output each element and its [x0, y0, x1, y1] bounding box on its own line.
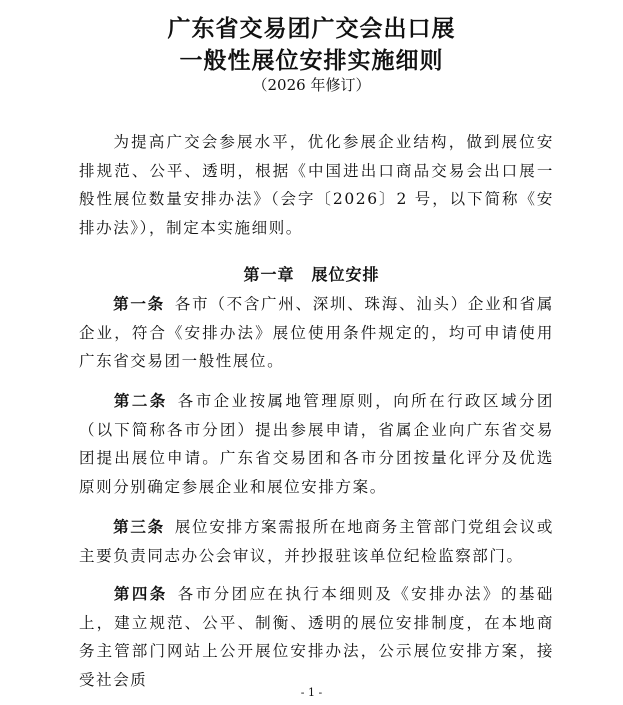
article-paragraph	[79, 387, 554, 501]
document-subtitle: （2026 年修订）	[252, 76, 371, 94]
article-paragraph	[79, 513, 554, 570]
page-number: - 1 -	[300, 686, 323, 699]
intro-paragraph	[79, 128, 554, 242]
intro-text: 为提高广交会参展水平，优化参展企业结构，做到展位安排规范、公平、透明，根据《中国进出口商品交易会出口展一般性展位数量安排办法》（会字〔2026〕2 号，以下简称《安排办法》），制定本实施细则。	[79, 133, 554, 237]
article-label: 第三条	[113, 518, 165, 536]
article-label: 第四条	[113, 585, 168, 603]
article-text: 各市企业按属地管理原则，向所在行政区域分团（以下简称各市分团）提出参展申请，省属企业向广东省交易团提出展位申请。广东省交易团和各市分团按量化评分及优选原则分别确定参展企业和展位安排方案。	[79, 392, 554, 496]
article-paragraph	[79, 580, 554, 694]
article-text: 各市分团应在执行本细则及《安排办法》的基础上，建立规范、公平、制衡、透明的展位安排制度，在本地商务主管部门网站上公开展位安排办法，公示展位安排方案，接受社会质	[79, 585, 554, 689]
article-text: 各市（不含广州、深圳、珠海、汕头）企业和省属企业，符合《安排办法》展位使用条件规定的，均可申请使用广东省交易团一般性展位。	[79, 295, 554, 370]
document-title-line-1: 广东省交易团广交会出口展	[167, 16, 456, 42]
document-title-line-2: 一般性展位安排实施细则	[179, 48, 444, 74]
chapter-heading: 第一章 展位安排	[243, 265, 380, 284]
article-label: 第二条	[113, 392, 168, 410]
article-paragraph	[79, 290, 554, 376]
article-label: 第一条	[113, 295, 165, 313]
article-text: 展位安排方案需报所在地商务主管部门党组会议或主要负责同志办公会审议，并抄报驻该单位纪检监察部门。	[79, 518, 554, 565]
